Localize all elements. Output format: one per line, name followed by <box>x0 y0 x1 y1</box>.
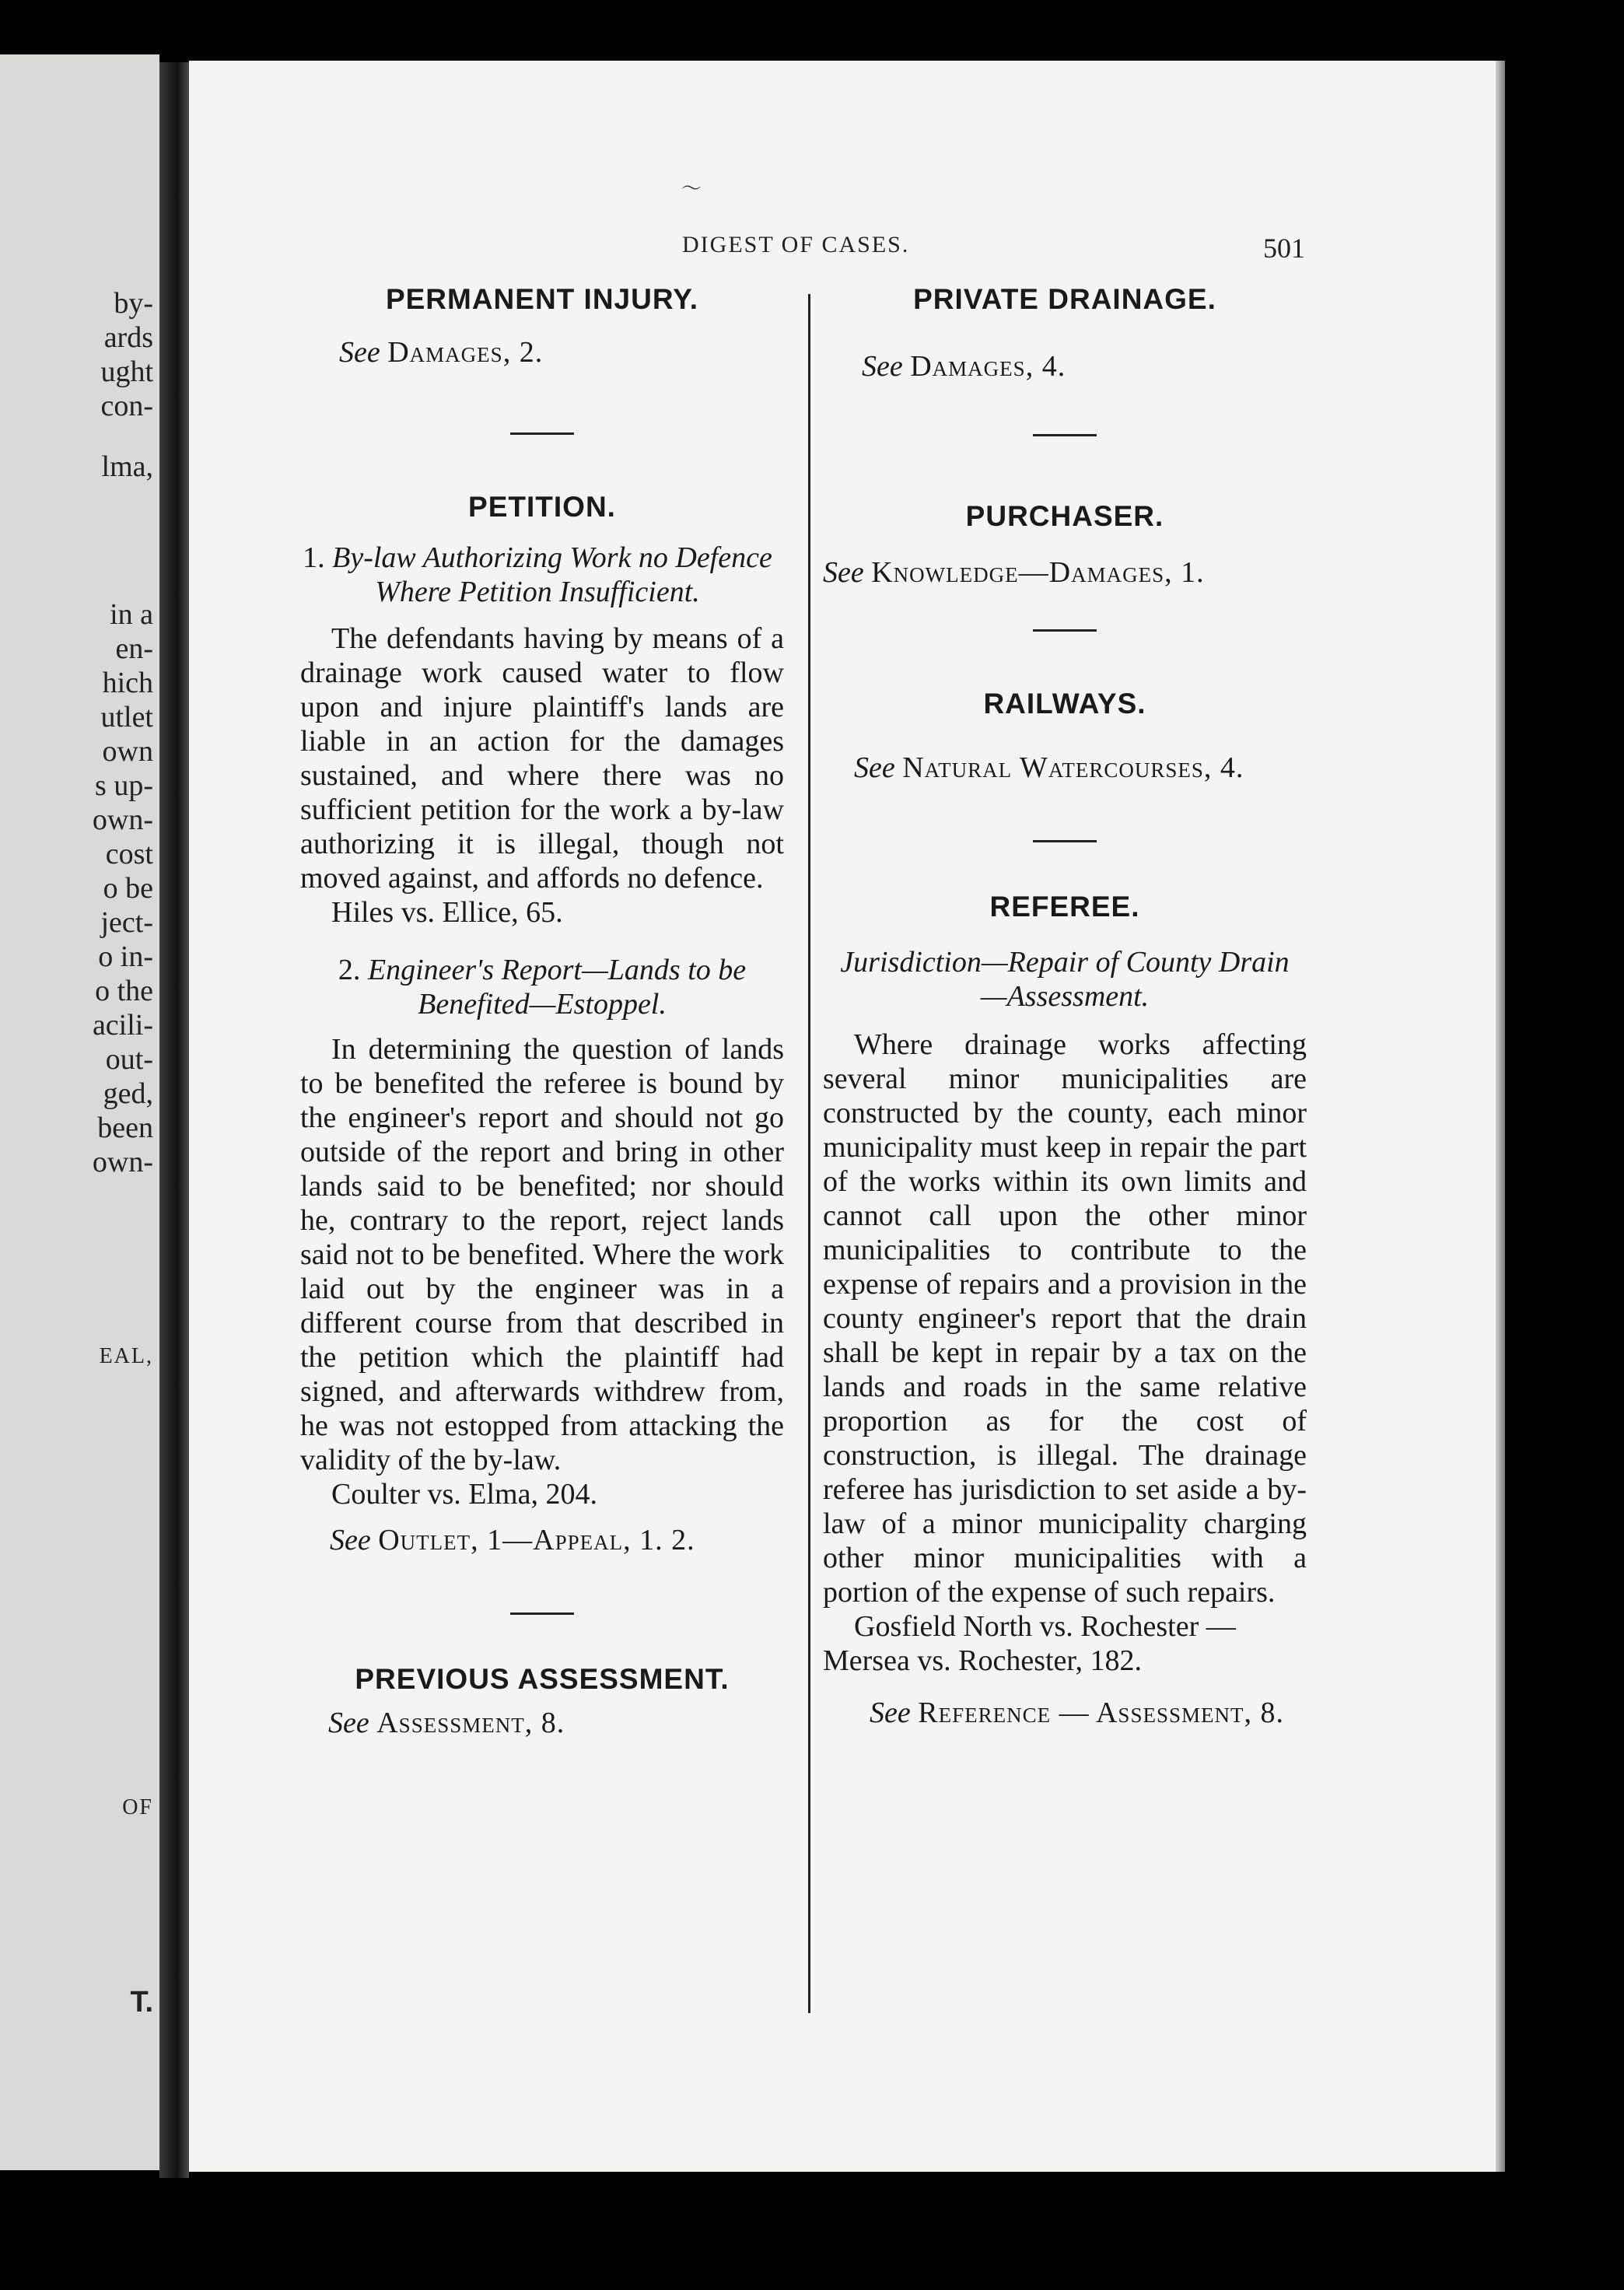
fragment-text: OF <box>122 1795 153 1819</box>
fragment-text: T. <box>130 1986 153 2019</box>
see-reference <box>300 1705 784 1741</box>
heading-petition: PETITION. <box>468 491 616 523</box>
see-reference <box>300 1522 784 1558</box>
see-label: See <box>330 1524 371 1556</box>
see-label: See <box>854 751 895 784</box>
fragment-text: ards <box>103 321 153 354</box>
see-reference <box>823 348 1307 384</box>
case-citation: Coulter vs. Elma, 204. <box>331 1478 597 1511</box>
fragment-text: s up- <box>95 769 153 802</box>
see-reference <box>823 750 1307 786</box>
fragment-text: EAL, <box>99 1344 153 1368</box>
fragment-text: lma, <box>101 450 153 483</box>
page-number: 501 <box>1263 233 1305 264</box>
entry-body: In determining the question of lands to be benefited the referee is bound by the engineer's report and should not go outside of the report and bring in other lands said to be benefited; nor should he, contrary to the report, reject lands said not to be benefited. Where the work laid out by the engineer was in a different course from that described in the petition which the plaintiff had signed, and afterwards withdrew from, he was not estopped from attacking the validity of the by-law. <box>300 1033 784 1476</box>
facing-page-fragment <box>0 54 159 2170</box>
entry-title-text: Engineer's Report—Lands to be Benefited—Estoppel. <box>367 954 747 1021</box>
see-reference <box>300 334 784 370</box>
stray-mark: 〜 <box>681 177 702 200</box>
cross-reference: Damages, 4. <box>910 350 1066 383</box>
see-label: See <box>823 556 864 589</box>
see-label: See <box>328 1707 369 1739</box>
entry-title-text: By-law Authorizing Work no Defence Where Petition Insufficient. <box>332 541 772 608</box>
entry-title <box>300 541 784 609</box>
entry-title-text: Jurisdiction—Repair of County Drain—Assessment. <box>840 946 1290 1013</box>
fragment-text: o in- <box>98 940 153 973</box>
fragment-text: ught <box>100 355 153 388</box>
fragment-text: o be <box>103 872 153 905</box>
fragment-text: been <box>97 1112 153 1144</box>
section-divider <box>510 432 574 435</box>
cross-reference: Knowledge—Damages, 1. <box>871 556 1205 589</box>
book-gutter <box>159 62 189 2178</box>
entry-title <box>300 953 784 1021</box>
case-citation: Hiles vs. Ellice, 65. <box>331 896 563 929</box>
cross-reference: Reference — Assessment, 8. <box>918 1696 1284 1729</box>
page-edge <box>1496 61 1505 2172</box>
see-label: See <box>870 1696 911 1729</box>
fragment-text: acili- <box>92 1009 153 1042</box>
case-citation: Gosfield North vs. Rochester —Mersea vs. Rochester, 182. <box>823 1610 1236 1677</box>
see-reference <box>823 555 1307 590</box>
fragment-text: own- <box>92 804 153 836</box>
heading-private-drainage: PRIVATE DRAINAGE. <box>913 283 1216 315</box>
see-label: See <box>862 350 903 383</box>
see-label: See <box>339 336 380 369</box>
section-divider <box>1033 629 1097 632</box>
cross-reference: Outlet, 1—Appeal, 1. 2. <box>378 1524 695 1556</box>
fragment-text: hich <box>102 667 153 699</box>
heading-permanent-injury: PERMANENT INJURY. <box>385 283 699 315</box>
cross-reference: Assessment, 8. <box>376 1707 565 1739</box>
see-reference <box>823 1695 1307 1731</box>
heading-referee: REFEREE. <box>989 891 1140 923</box>
fragment-text: ged, <box>103 1077 153 1110</box>
entry-body: Where drainage works affecting several minor municipalities are constructed by the county, each minor municipality must keep in repair the part of the works within its own limits and cannot call upon the other minor municipalities to contribute to the expense of repairs and a provision in the county engineer's report that the drain shall be kept in repair by a tax on the lands and roads in the same relative proportion as for the cost of construction, is illegal. The drainage referee has jurisdiction to set aside a by-law of a minor municipality charging other minor municipalities with a portion of the expense of such repairs. <box>823 1028 1307 1609</box>
column-rule <box>808 294 810 2013</box>
heading-railways: RAILWAYS. <box>983 688 1146 720</box>
running-head: DIGEST OF CASES. <box>682 232 910 257</box>
section-divider <box>1033 434 1097 436</box>
section-divider <box>510 1612 574 1615</box>
heading-previous-assessment: PREVIOUS ASSESSMENT. <box>355 1663 730 1695</box>
entry-number: 2. <box>338 954 361 986</box>
fragment-text: en- <box>115 632 153 665</box>
fragment-text: in a <box>110 598 153 631</box>
cross-reference: Damages, 2. <box>387 336 544 369</box>
fragment-text: con- <box>100 390 153 422</box>
fragment-text: o the <box>95 975 153 1007</box>
fragment-text: utlet <box>100 701 153 734</box>
fragment-text: own <box>102 735 153 768</box>
entry-body: The defendants having by means of a drainage work caused water to flow upon and injure plaintiff's lands are liable in an action for the damages sustained, and where there was no sufficient petition for the work a by-law authorizing it is illegal, though not moved against, and affords no defence. <box>300 622 784 895</box>
fragment-text: by- <box>114 287 153 320</box>
heading-purchaser: PURCHASER. <box>965 500 1164 532</box>
section-divider <box>1033 840 1097 842</box>
fragment-text: out- <box>105 1043 153 1076</box>
left-column <box>300 282 784 1741</box>
fragment-text: own- <box>92 1146 153 1178</box>
entry-number: 1. <box>303 541 325 574</box>
cross-reference: Natural Watercourses, 4. <box>902 751 1244 784</box>
fragment-text: cost <box>105 838 153 870</box>
right-column <box>823 282 1307 1731</box>
fragment-text: ject- <box>100 906 153 939</box>
